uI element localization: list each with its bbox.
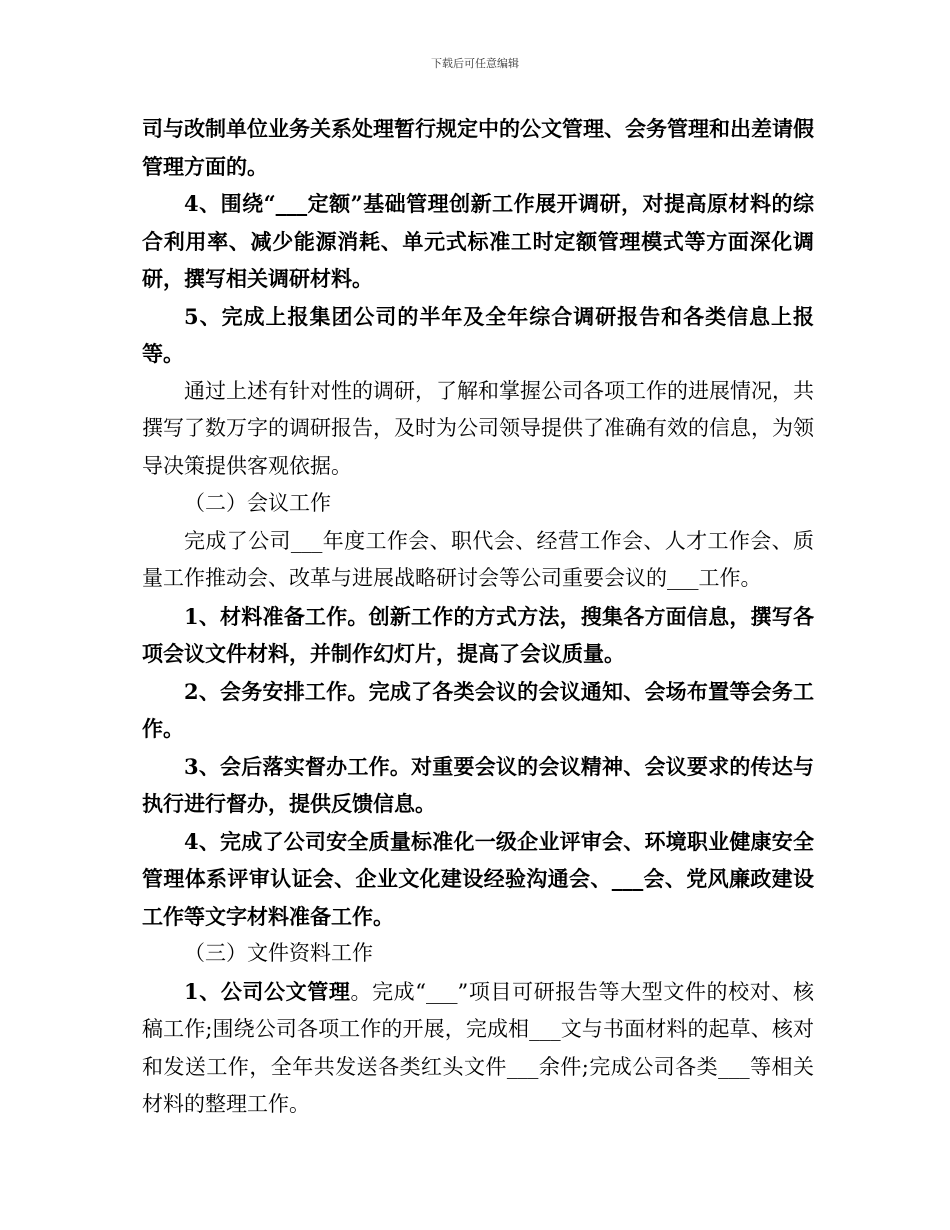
paragraph-lead-bold: 1、公司公文管理 — [184, 978, 351, 1004]
paragraph-item-5: 5、完成上报集团公司的半年及全年综合调研报告和各类信息上报等。 — [142, 303, 814, 366]
paragraph-meetings-item-3: 3、会后落实督办工作。对重要会议的会议精神、会议要求的传达与执行进行督办，提供反馈信息。 — [142, 753, 814, 816]
paragraph-meetings-intro: 完成了公司___年度工作会、职代会、经营工作会、人才工作会、质量工作推动会、改革与进展战略研讨会等公司重要会议的___工作。 — [142, 528, 814, 590]
section-heading-meetings: （二）会议工作 — [184, 491, 331, 515]
paragraph-meetings-item-4: 4、完成了公司安全质量标准化一级企业评审会、环境职业健康安全管理体系评审认证会、企业文化建设经验沟通会、___会、党风廉政建设工作等文字材料准备工作。 — [142, 828, 814, 929]
paragraph-summary: 通过上述有针对性的调研，了解和掌握公司各项工作的进展情况，共撰写了数万字的调研报告，及时为公司领导提供了准确有效的信息，为领导决策提供客观依据。 — [142, 378, 814, 478]
document-body — [142, 110, 814, 1124]
paragraph-documents-item-1 — [142, 973, 814, 1124]
paragraph-body-text: 。完成“___”项目可研报告等大型文件的校对、核稿工作;围绕公司各项工作的开展，完成相___文与书面材料的起草、核对和发送工作，全年共发送各类红头文件___余件;完成公司各类___等相关材料的整理工作。 — [142, 979, 814, 1116]
section-heading-documents: （三）文件资料工作 — [184, 941, 373, 965]
paragraph-continuation: 司与改制单位业务关系处理暂行规定中的公文管理、会务管理和出差请假管理方面的。 — [142, 116, 814, 179]
paragraph-item-4: 4、围绕“___定额”基础管理创新工作展开调研，对提高原材料的综合利用率、减少能源消耗、单元式标准工时定额管理模式等方面深化调研，撰写相关调研材料。 — [142, 191, 814, 291]
page-header: 下载后可任意编辑 — [431, 57, 519, 70]
paragraph-meetings-item-2: 2、会务安排工作。完成了各类会议的会议通知、会场布置等会务工作。 — [142, 678, 814, 741]
paragraph-meetings-item-1: 1、材料准备工作。创新工作的方式方法，搜集各方面信息，撰写各项会议文件材料，并制作幻灯片，提高了会议质量。 — [142, 603, 814, 666]
